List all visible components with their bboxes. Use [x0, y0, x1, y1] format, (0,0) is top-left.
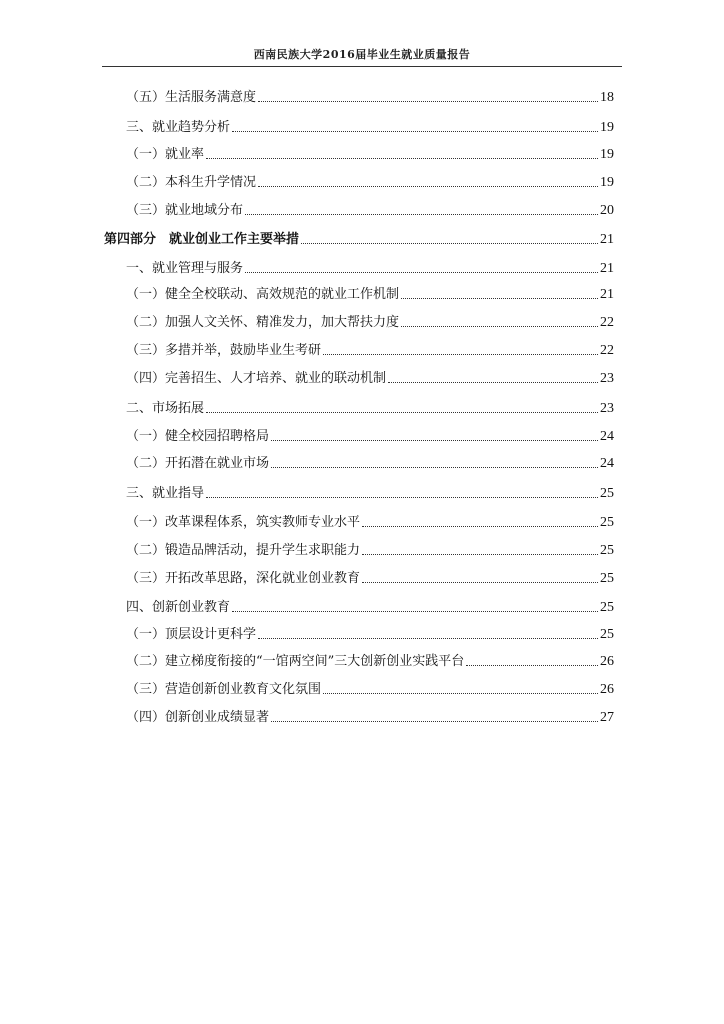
toc-entry-page-number: 21 [600, 232, 614, 247]
toc-dot-leader [362, 581, 598, 583]
toc-dot-leader [323, 692, 598, 694]
toc-entry [104, 369, 614, 389]
toc-entry-title: （二）本科生升学情况 [126, 175, 257, 190]
toc-entry [104, 454, 614, 474]
toc-entry-page-number: 22 [600, 315, 614, 330]
toc-dot-leader [258, 185, 598, 187]
toc-entry-title: （三）营造创新创业教育文化氛围 [126, 682, 322, 697]
toc-entry-page-number: 25 [600, 571, 614, 586]
toc-entry-title: （四）完善招生、人才培养、就业的联动机制 [126, 371, 387, 386]
toc-entry [104, 173, 614, 193]
toc-dot-leader [258, 100, 598, 102]
toc-entry [104, 652, 614, 672]
toc-entry-page-number: 20 [600, 203, 614, 218]
toc-entry-title: 一、就业管理与服务 [126, 261, 244, 276]
toc-entry-page-number: 23 [600, 401, 614, 416]
toc-entry-page-number: 23 [600, 371, 614, 386]
toc-entry [104, 399, 614, 419]
toc-entry [104, 285, 614, 305]
toc-entry-title: （一）就业率 [126, 147, 205, 162]
toc-dot-leader [271, 466, 598, 468]
toc-entry [104, 259, 614, 279]
toc-entry-page-number: 22 [600, 343, 614, 358]
toc-entry-title: （三）就业地域分布 [126, 203, 244, 218]
toc-entry [104, 145, 614, 165]
toc-entry-page-number: 25 [600, 543, 614, 558]
toc-entry [104, 569, 614, 589]
toc-entry-title: （二）加强人文关怀、精准发力，加大帮扶力度 [126, 315, 400, 330]
toc-entry-title: 二、市场拓展 [126, 401, 205, 416]
toc-entry [104, 598, 614, 618]
toc-entry [104, 341, 614, 361]
toc-dot-leader [466, 664, 598, 666]
toc-entry-title: 四、创新创业教育 [126, 600, 231, 615]
toc-entry-title: （一）健全全校联动、高效规范的就业工作机制 [126, 287, 400, 302]
toc-dot-leader [323, 353, 598, 355]
toc-entry [104, 313, 614, 333]
toc-entry [104, 427, 614, 447]
toc-entry-page-number: 21 [600, 261, 614, 276]
toc-entry-title: （二）开拓潜在就业市场 [126, 456, 270, 471]
header-rule [102, 66, 622, 67]
toc-dot-leader [271, 439, 598, 441]
toc-dot-leader [388, 381, 598, 383]
toc-dot-leader [206, 157, 598, 159]
toc-entry-page-number: 18 [600, 90, 614, 105]
toc-entry-title: （四）创新创业成绩显著 [126, 710, 270, 725]
toc-dot-leader [401, 325, 598, 327]
running-header: 西南民族大学2016届毕业生就业质量报告 [253, 48, 471, 61]
toc-entry [104, 625, 614, 645]
toc-dot-leader [206, 411, 598, 413]
toc-entry-page-number: 25 [600, 486, 614, 501]
toc-entry-page-number: 27 [600, 710, 614, 725]
toc-entry [104, 230, 614, 250]
toc-entry-title: （三）开拓改革思路，深化就业创业教育 [126, 571, 361, 586]
toc-entry-title: 第四部分 就业创业工作主要举措 [104, 232, 300, 247]
toc-entry [104, 541, 614, 561]
toc-dot-leader [232, 610, 598, 612]
toc-dot-leader [401, 297, 598, 299]
toc-entry [104, 88, 614, 108]
toc-entry [104, 201, 614, 221]
toc-entry-title: （一）改革课程体系，筑实教师专业水平 [126, 515, 361, 530]
toc-dot-leader [232, 130, 598, 132]
toc-entry [104, 708, 614, 728]
toc-entry-page-number: 24 [600, 456, 614, 471]
toc-entry-title: 三、就业指导 [126, 486, 205, 501]
toc-entry-title: 三、就业趋势分析 [126, 120, 231, 135]
toc-entry-page-number: 25 [600, 515, 614, 530]
toc-entry [104, 118, 614, 138]
toc-dot-leader [362, 525, 598, 527]
toc-entry-page-number: 26 [600, 654, 614, 669]
toc-entry-title: （二）锻造品牌活动，提升学生求职能力 [126, 543, 361, 558]
toc-dot-leader [245, 213, 598, 215]
toc-dot-leader [245, 271, 598, 273]
toc-entry-page-number: 19 [600, 175, 614, 190]
toc-dot-leader [301, 242, 598, 244]
toc-entry-page-number: 26 [600, 682, 614, 697]
toc-entry-title: （二）建立梯度衔接的“一馆两空间”三大创新创业实践平台 [126, 654, 465, 669]
toc-entry-title: （一）健全校园招聘格局 [126, 429, 270, 444]
toc-entry [104, 484, 614, 504]
toc-dot-leader [362, 553, 598, 555]
toc-entry-page-number: 19 [600, 147, 614, 162]
toc-entry-page-number: 25 [600, 627, 614, 642]
toc-entry-page-number: 25 [600, 600, 614, 615]
toc-entry-title: （三）多措并举，鼓励毕业生考研 [126, 343, 322, 358]
toc-entry-title: （一）顶层设计更科学 [126, 627, 257, 642]
toc-entry [104, 513, 614, 533]
toc-dot-leader [271, 720, 598, 722]
toc-dot-leader [258, 637, 598, 639]
toc-entry-page-number: 19 [600, 120, 614, 135]
toc-entry-title: （五）生活服务满意度 [126, 90, 257, 105]
toc-entry [104, 680, 614, 700]
toc-dot-leader [206, 496, 598, 498]
toc-entry-page-number: 21 [600, 287, 614, 302]
toc-entry-page-number: 24 [600, 429, 614, 444]
